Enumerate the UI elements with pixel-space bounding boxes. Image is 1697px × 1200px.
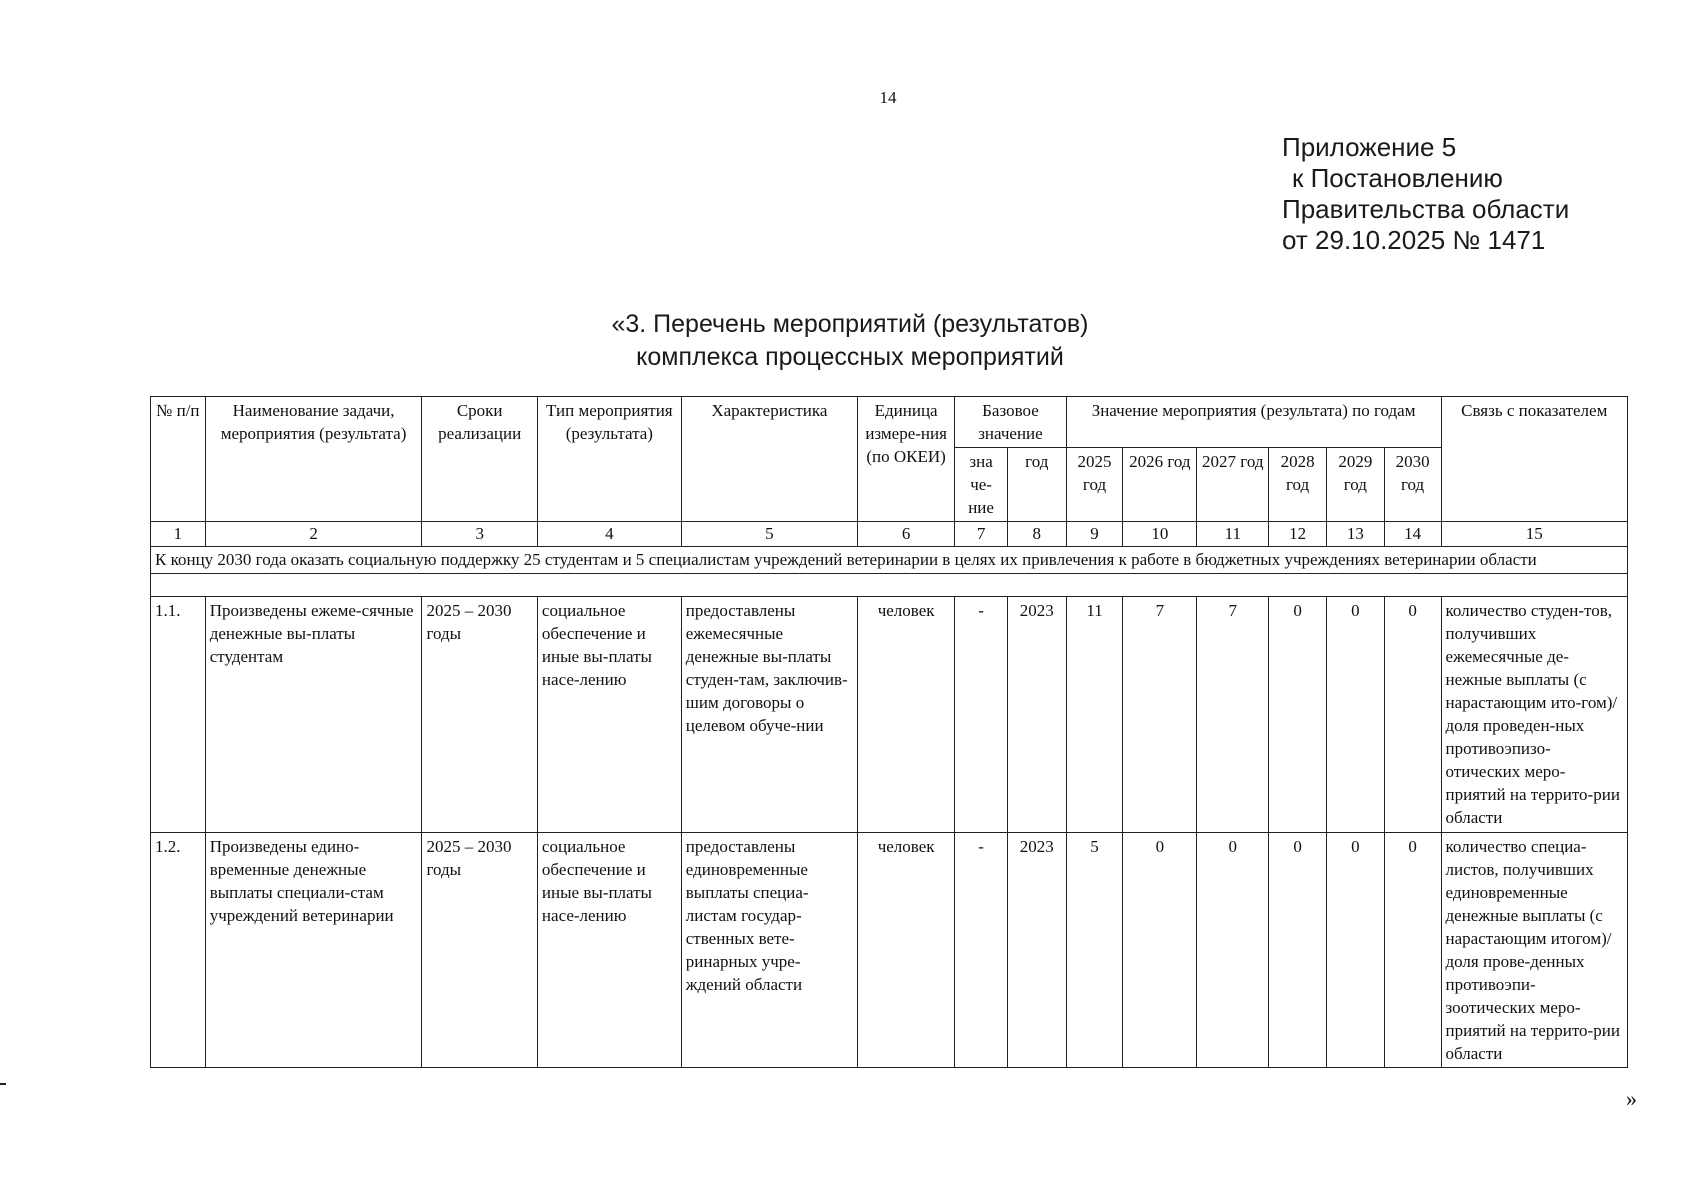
appendix-line-2: к Постановлению	[1292, 163, 1503, 193]
column-number: 6	[858, 522, 955, 547]
row-base-value: -	[955, 597, 1008, 833]
table-row	[151, 597, 1628, 833]
row-value-2030: 0	[1384, 833, 1441, 1068]
section-row	[151, 547, 1628, 574]
column-number-row	[151, 522, 1628, 547]
row-link: количество специа-листов, получивших единовременные денежные выплаты (с нарастающим итогом)/доля прове-денных противоэпи-зоотических меро-приятий на террито-рии области	[1441, 833, 1628, 1068]
row-value-2028: 0	[1269, 597, 1327, 833]
section-text: К концу 2030 года оказать социальную поддержку 25 студентам и 5 специалистам учреждений ветеринарии в целях их привлечения к работе в бюджетных учреждениях ветеринарии области	[151, 547, 1628, 574]
column-number: 14	[1384, 522, 1441, 547]
header-base: Базовое значение	[955, 397, 1066, 448]
appendix-line-3: Правительства области	[1282, 194, 1570, 224]
header-year-2027: 2027 год	[1197, 448, 1269, 522]
row-value-2026: 0	[1123, 833, 1197, 1068]
column-number: 2	[205, 522, 422, 547]
appendix-line-4: от 29.10.2025 № 1471	[1282, 225, 1546, 255]
column-number: 3	[422, 522, 537, 547]
row-value-2030: 0	[1384, 597, 1441, 833]
title-line-2: комплекса процессных мероприятий	[636, 343, 1064, 371]
row-base-value: -	[955, 833, 1008, 1068]
row-name: Произведены едино-временные денежные выплаты специали-стам учреждений ветеринарии	[205, 833, 422, 1068]
header-name: Наименование задачи, мероприятия (результата)	[205, 397, 422, 522]
header-unit: Единица измере-ния (по ОКЕИ)	[858, 397, 955, 522]
row-no: 1.2.	[151, 833, 206, 1068]
empty-cell	[151, 574, 1628, 597]
column-number: 7	[955, 522, 1008, 547]
column-number: 1	[151, 522, 206, 547]
row-type: социальное обеспечение и иные вы-платы насе-лению	[537, 597, 681, 833]
column-number: 5	[681, 522, 857, 547]
column-number: 10	[1123, 522, 1197, 547]
closing-quote: »	[1626, 1086, 1637, 1111]
appendix-line-1: Приложение 5	[1282, 132, 1457, 162]
column-number: 8	[1007, 522, 1066, 547]
row-unit: человек	[858, 597, 955, 833]
column-number: 9	[1066, 522, 1123, 547]
header-year-2026: 2026 год	[1123, 448, 1197, 522]
column-number: 13	[1326, 522, 1384, 547]
title-line-1: «3. Перечень мероприятий (результатов)	[611, 310, 1089, 338]
row-value-2026: 7	[1123, 597, 1197, 833]
row-base-year: 2023	[1007, 833, 1066, 1068]
row-value-2028: 0	[1269, 833, 1327, 1068]
header-row-1	[151, 397, 1628, 448]
appendix-block	[1282, 132, 1569, 256]
header-link: Связь с показателем	[1441, 397, 1628, 522]
row-unit: человек	[858, 833, 955, 1068]
row-value-2027: 0	[1197, 833, 1269, 1068]
header-year-2025: 2025 год	[1066, 448, 1123, 522]
empty-row	[151, 574, 1628, 597]
row-term: 2025 – 2030 годы	[422, 597, 537, 833]
header-values-by-year: Значение мероприятия (результата) по годам	[1066, 397, 1441, 448]
table-row	[151, 833, 1628, 1068]
header-base-value: зна че-ние	[955, 448, 1008, 522]
row-no: 1.1.	[151, 597, 206, 833]
row-value-2027: 7	[1197, 597, 1269, 833]
row-type: социальное обеспечение и иные вы-платы насе-лению	[537, 833, 681, 1068]
row-value-2029: 0	[1326, 597, 1384, 833]
header-term: Сроки реализации	[422, 397, 537, 522]
row-value-2025: 5	[1066, 833, 1123, 1068]
header-characteristic: Характеристика	[681, 397, 857, 522]
margin-mark	[0, 1083, 6, 1085]
column-number: 15	[1441, 522, 1628, 547]
page-number: 14	[879, 88, 897, 107]
row-term: 2025 – 2030 годы	[422, 833, 537, 1068]
row-base-year: 2023	[1007, 597, 1066, 833]
row-name: Произведены ежеме-сячные денежные вы-платы студентам	[205, 597, 422, 833]
column-number: 4	[537, 522, 681, 547]
row-characteristic: предоставлены ежемесячные денежные вы-платы студен-там, заключив-шим договоры о целевом обуче-нии	[681, 597, 857, 833]
header-year-2030: 2030 год	[1384, 448, 1441, 522]
header-base-year: год	[1007, 448, 1066, 522]
row-characteristic: предоставлены единовременные выплаты специа-листам государ-ственных вете-ринарных учре-ждений области	[681, 833, 857, 1068]
header-year-2029: 2029 год	[1326, 448, 1384, 522]
column-number: 12	[1269, 522, 1327, 547]
row-value-2025: 11	[1066, 597, 1123, 833]
header-year-2028: 2028 год	[1269, 448, 1327, 522]
document-title	[560, 308, 1140, 374]
header-no: № п/п	[151, 397, 206, 522]
row-value-2029: 0	[1326, 833, 1384, 1068]
measures-table	[150, 396, 1628, 1068]
column-number: 11	[1197, 522, 1269, 547]
header-type: Тип мероприятия (результата)	[537, 397, 681, 522]
row-link: количество студен-тов, получивших ежемесячные де-нежные выплаты (с нарастающим ито-гом)/доля проведен-ных противоэпизо-отических меро-приятий на террито-рии области	[1441, 597, 1628, 833]
